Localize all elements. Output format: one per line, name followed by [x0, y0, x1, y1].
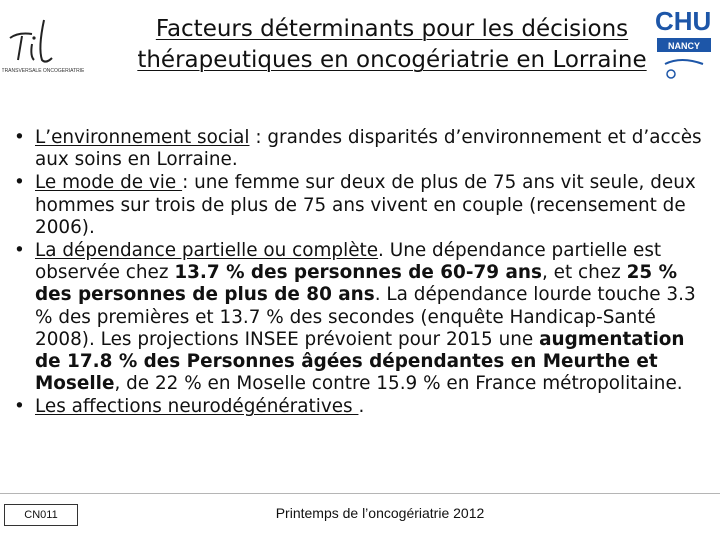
bullet-dot-icon: • — [14, 240, 25, 262]
bullet-text: : une femme sur deux de plus de 75 ans vit seule, deux hommes sur trois de plus de 75 ans vivent en couple (recensement de 2006). — [35, 172, 696, 238]
bullet-text: , de 22 % en Moselle contre 15.9 % en France métropolitaine. — [114, 373, 683, 395]
til-logo — [2, 8, 84, 90]
footer-divider — [0, 493, 720, 494]
footer-code: CN011 — [4, 504, 78, 526]
slide-title — [86, 14, 701, 76]
bullet-text: . — [358, 396, 365, 418]
bullet-bold-stat: augmentation de 17.8 % des Personnes âgées dépendantes en Meurthe et Moselle — [35, 328, 685, 395]
bullet-text: , et chez — [541, 262, 627, 284]
bullet-heading: L’environnement social — [35, 127, 250, 148]
bullet-bold-stat: 13.7 % des personnes de 60-79 ans — [174, 262, 542, 284]
bullet-list — [14, 127, 714, 420]
title-line-2: thérapeutiques en oncogériatrie en Lorraine — [137, 47, 647, 73]
title-line-1: Facteurs déterminants pour les décisions — [155, 16, 629, 42]
footer-text: Printemps de l’oncogériatrie 2012 — [275, 505, 485, 521]
bullet-heading: Le mode de vie — [35, 172, 183, 194]
bullet-neurodegenerative — [14, 396, 714, 418]
bullet-text: . La dépendance lourde touche 3.3 % des premières et 13.7 % des secondes (enquête Handicap-Santé 2008). Les projections INSEE prévoient pour 2015 une — [35, 284, 696, 350]
bullet-text: . Une dépendance partielle est observée chez — [35, 240, 662, 284]
chu-logo-text: CHU — [655, 6, 712, 36]
bullet-social-environment — [14, 127, 714, 171]
bullet-dot-icon: • — [14, 172, 25, 194]
bullet-text: : grandes disparités d’environnement et d’accès aux soins en Lorraine. — [35, 127, 702, 171]
bullet-bold-stat: 25 % des personnes de plus de 80 ans — [35, 262, 678, 306]
bullet-dot-icon: • — [14, 396, 25, 418]
chu-logo-subtext: NANCY — [667, 41, 701, 51]
bullet-heading: Les affections neurodégénératives — [35, 396, 359, 418]
bullet-dot-icon: • — [14, 127, 25, 148]
bullet-heading: La dépendance partielle ou complète — [35, 240, 379, 262]
bullet-way-of-life — [14, 172, 714, 239]
til-logo-caption: TRANSVERSALE ONCOGERIATRIE — [2, 68, 84, 74]
bullet-dependency — [14, 240, 714, 395]
